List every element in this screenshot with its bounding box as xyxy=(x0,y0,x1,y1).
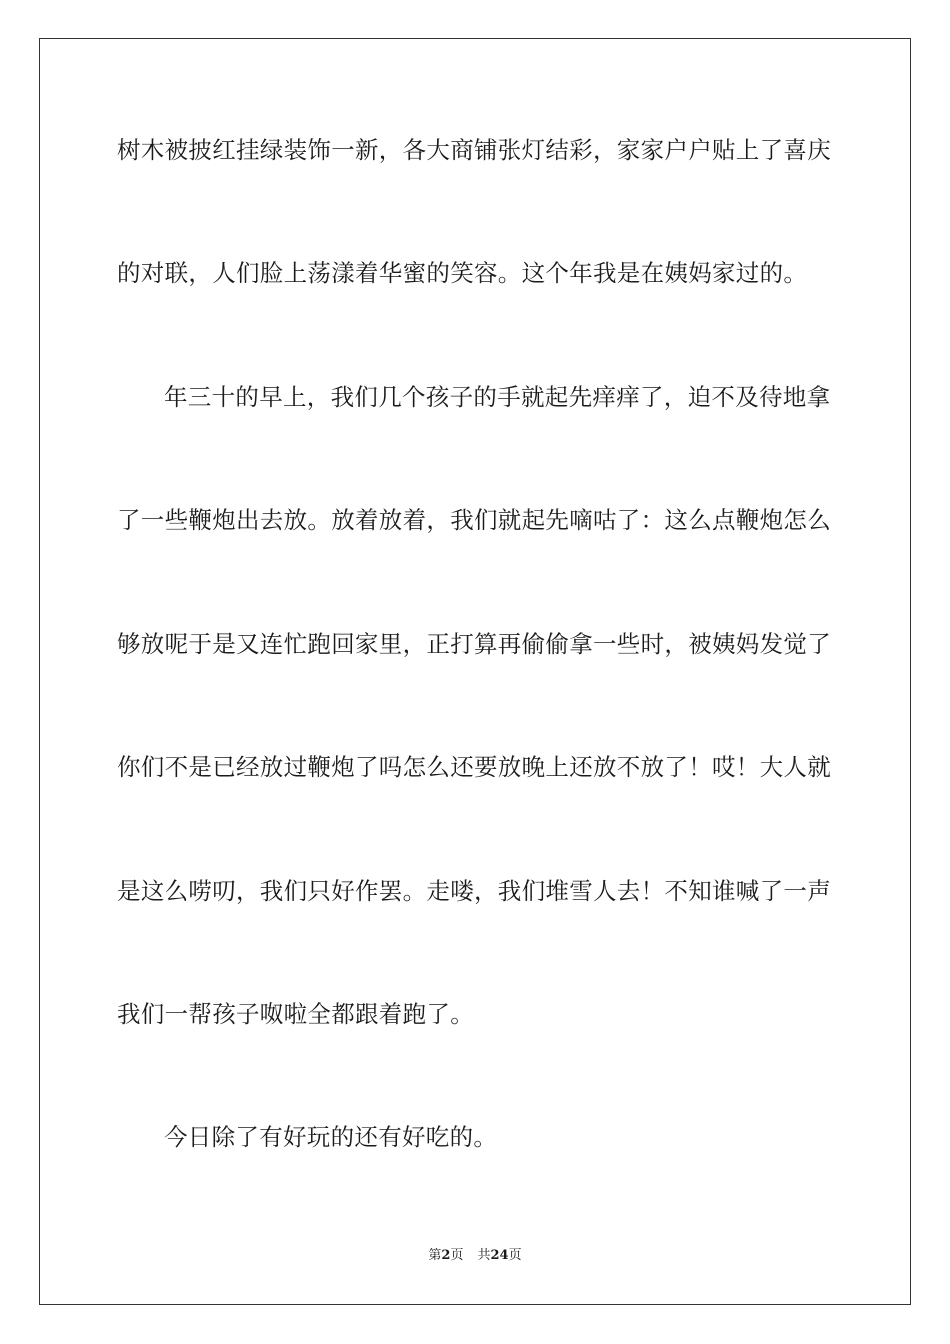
paragraph-2-line-1: 年三十的早上，我们几个孩子的手就起先痒痒了，迫不及待地拿 xyxy=(164,383,831,411)
page-prefix: 第 xyxy=(428,1248,442,1263)
paragraph-2-line-6: 我们一帮孩子呶啦全都跟着跑了。 xyxy=(117,1000,474,1028)
total-prefix: 共 xyxy=(477,1248,491,1263)
body-line-1: 树木被披红挂绿装饰一新，各大商铺张灯结彩，家家户户贴上了喜庆 xyxy=(117,136,831,164)
total-suffix: 页 xyxy=(508,1248,522,1263)
page-suffix: 页 xyxy=(450,1248,464,1263)
paragraph-2-line-5: 是这么唠叨，我们只好作罢。走喽，我们堆雪人去！不知谁喊了一声 xyxy=(117,877,831,905)
page-number: 2 xyxy=(441,1248,451,1263)
paragraph-2-line-3: 够放呢于是又连忙跑回家里，正打算再偷偷拿一些时，被姨妈发觉了 xyxy=(117,630,831,658)
page-border xyxy=(39,38,911,1305)
total-pages: 24 xyxy=(490,1248,509,1263)
body-line-2: 的对联，人们脸上荡漾着华蜜的笑容。这个年我是在姨妈家过的。 xyxy=(117,259,808,287)
paragraph-2-line-2: 了一些鞭炮出去放。放着放着，我们就起先嘀咕了：这么点鞭炮怎么 xyxy=(117,506,831,534)
paragraph-3-line-1: 今日除了有好玩的还有好吃的。 xyxy=(164,1123,498,1151)
paragraph-2-line-4: 你们不是已经放过鞭炮了吗怎么还要放晚上还放不放了！哎！大人就 xyxy=(117,753,831,781)
page-footer xyxy=(0,1247,950,1265)
